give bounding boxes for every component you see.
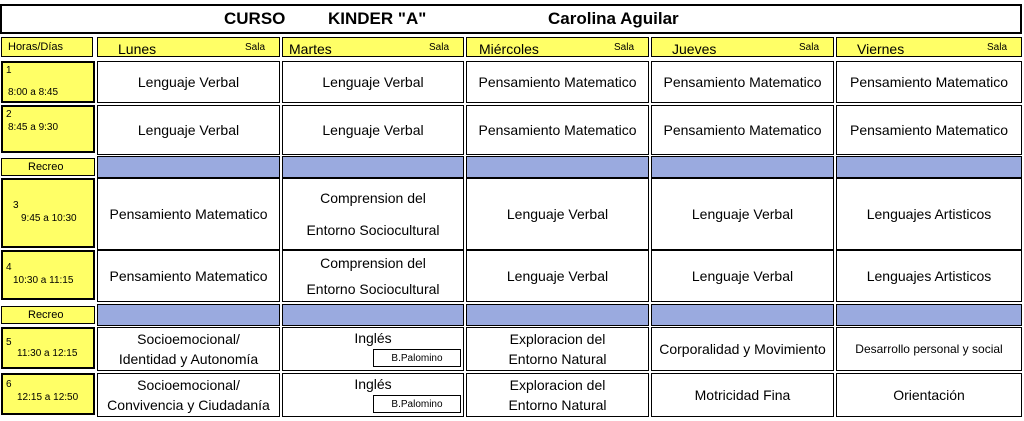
cell-p3-martes — [282, 178, 464, 250]
period-time: 9:45 a 10:30 — [21, 213, 77, 224]
period-4 — [1, 250, 95, 300]
period-1 — [1, 61, 95, 103]
cell-p6-jueves: Motricidad Fina — [651, 373, 834, 417]
cell-line: Socioemocional/ — [137, 377, 240, 393]
period-time: 8:00 a 8:45 — [8, 87, 59, 98]
teacher-tag: B.Palomino — [373, 395, 461, 413]
day-name: Martes — [289, 41, 332, 57]
break-cell — [97, 156, 280, 178]
period-number: 4 — [6, 262, 12, 273]
period-time: 8:45 a 9:30 — [8, 122, 59, 133]
cell-line: Exploracion del — [509, 377, 606, 393]
cell-p5-lunes — [97, 327, 280, 371]
cell-p4-martes — [282, 250, 464, 302]
cell-p6-lunes — [97, 373, 280, 417]
curso-value: KINDER "A" — [328, 9, 427, 28]
cell-p2-martes: Lenguaje Verbal — [282, 105, 464, 155]
sala-label: Sala — [613, 42, 634, 53]
cell-p5-martes — [282, 327, 464, 371]
period-time: 12:15 a 12:50 — [17, 392, 79, 403]
cell-p5-jueves: Corporalidad y Movimiento — [651, 327, 834, 371]
cell-p2-jueves: Pensamiento Matematico — [651, 105, 834, 155]
period-time: 10:30 a 11:15 — [13, 275, 74, 286]
cell-p2-lunes: Lenguaje Verbal — [97, 105, 280, 155]
cell-line: Inglés — [354, 376, 392, 392]
cell-p3-miercoles: Lenguaje Verbal — [466, 178, 649, 250]
cell-line: Exploracion del — [509, 331, 606, 347]
period-5 — [1, 327, 95, 369]
sala-label: Sala — [798, 42, 819, 53]
break-cell — [466, 156, 649, 178]
break-cell — [836, 156, 1022, 178]
header-viernes — [836, 37, 1022, 57]
cell-p1-miercoles: Pensamiento Matematico — [466, 61, 649, 103]
cell-line: Entorno Natural — [508, 351, 607, 367]
cell-p2-viernes: Pensamiento Matematico — [836, 105, 1022, 155]
cell-line: Inglés — [354, 330, 392, 346]
period-number: 1 — [6, 65, 12, 76]
sala-label: Sala — [986, 42, 1007, 53]
cell-p6-miercoles — [466, 373, 649, 417]
period-6 — [1, 373, 95, 415]
header-jueves — [651, 37, 834, 57]
cell-p2-miercoles: Pensamiento Matematico — [466, 105, 649, 155]
break-2-label — [1, 306, 95, 324]
period-time: 11:30 a 12:15 — [17, 348, 78, 359]
break-cell — [466, 304, 649, 326]
teacher-tag: B.Palomino — [373, 349, 461, 367]
break-text: Recreo — [28, 309, 64, 321]
cell-p1-jueves: Pensamiento Matematico — [651, 61, 834, 103]
sala-label: Sala — [244, 42, 265, 53]
cell-line: Entorno Natural — [508, 397, 607, 413]
cell-line: Entorno Sociocultural — [306, 281, 440, 297]
curso-label: CURSO — [224, 9, 286, 28]
period-2 — [1, 105, 95, 153]
cell-line: Comprension del — [320, 190, 426, 206]
cell-p6-martes — [282, 373, 464, 417]
cell-p3-viernes: Lenguajes Artisticos — [836, 178, 1022, 250]
break-cell — [651, 304, 834, 326]
cell-p4-lunes: Pensamiento Matematico — [97, 250, 280, 302]
cell-p5-miercoles — [466, 327, 649, 371]
cell-line: Convivencia y Ciudadanía — [107, 397, 270, 413]
period-3 — [1, 178, 95, 248]
sala-label: Sala — [428, 42, 449, 53]
break-cell — [282, 156, 464, 178]
cell-p5-viernes: Desarrollo personal y social — [836, 327, 1022, 371]
cell-p4-jueves: Lenguaje Verbal — [651, 250, 834, 302]
break-1-label — [1, 158, 95, 176]
cell-p4-viernes: Lenguajes Artisticos — [836, 250, 1022, 302]
cell-p1-martes: Lenguaje Verbal — [282, 61, 464, 103]
cell-line: Entorno Sociocultural — [306, 222, 440, 238]
cell-p1-viernes: Pensamiento Matematico — [836, 61, 1022, 103]
cell-line: Identidad y Autonomía — [118, 351, 259, 367]
header-lunes — [97, 37, 280, 57]
cell-p3-jueves: Lenguaje Verbal — [651, 178, 834, 250]
cell-p4-miercoles: Lenguaje Verbal — [466, 250, 649, 302]
cell-p6-viernes: Orientación — [836, 373, 1022, 417]
header-hours-label: Horas/Días — [8, 41, 64, 53]
day-name: Lunes — [118, 41, 157, 57]
break-cell — [282, 304, 464, 326]
header-miercoles — [466, 37, 649, 57]
period-number: 6 — [6, 379, 12, 390]
title-bar — [0, 4, 1022, 34]
period-number: 3 — [13, 200, 19, 211]
period-number: 5 — [6, 337, 12, 348]
break-cell — [97, 304, 280, 326]
cell-p1-lunes: Lenguaje Verbal — [97, 61, 280, 103]
break-text: Recreo — [28, 161, 64, 173]
break-cell — [836, 304, 1022, 326]
cell-line: Comprension del — [320, 255, 426, 271]
header-hours — [1, 37, 93, 57]
header-martes — [282, 37, 464, 57]
day-name: Viernes — [857, 41, 905, 57]
teacher-name: Carolina Aguilar — [548, 9, 679, 28]
day-name: Jueves — [672, 41, 717, 57]
day-name: Miércoles — [479, 41, 539, 57]
break-cell — [651, 156, 834, 178]
cell-p3-lunes: Pensamiento Matematico — [97, 178, 280, 250]
period-number: 2 — [6, 109, 12, 120]
cell-line: Socioemocional/ — [137, 331, 240, 347]
